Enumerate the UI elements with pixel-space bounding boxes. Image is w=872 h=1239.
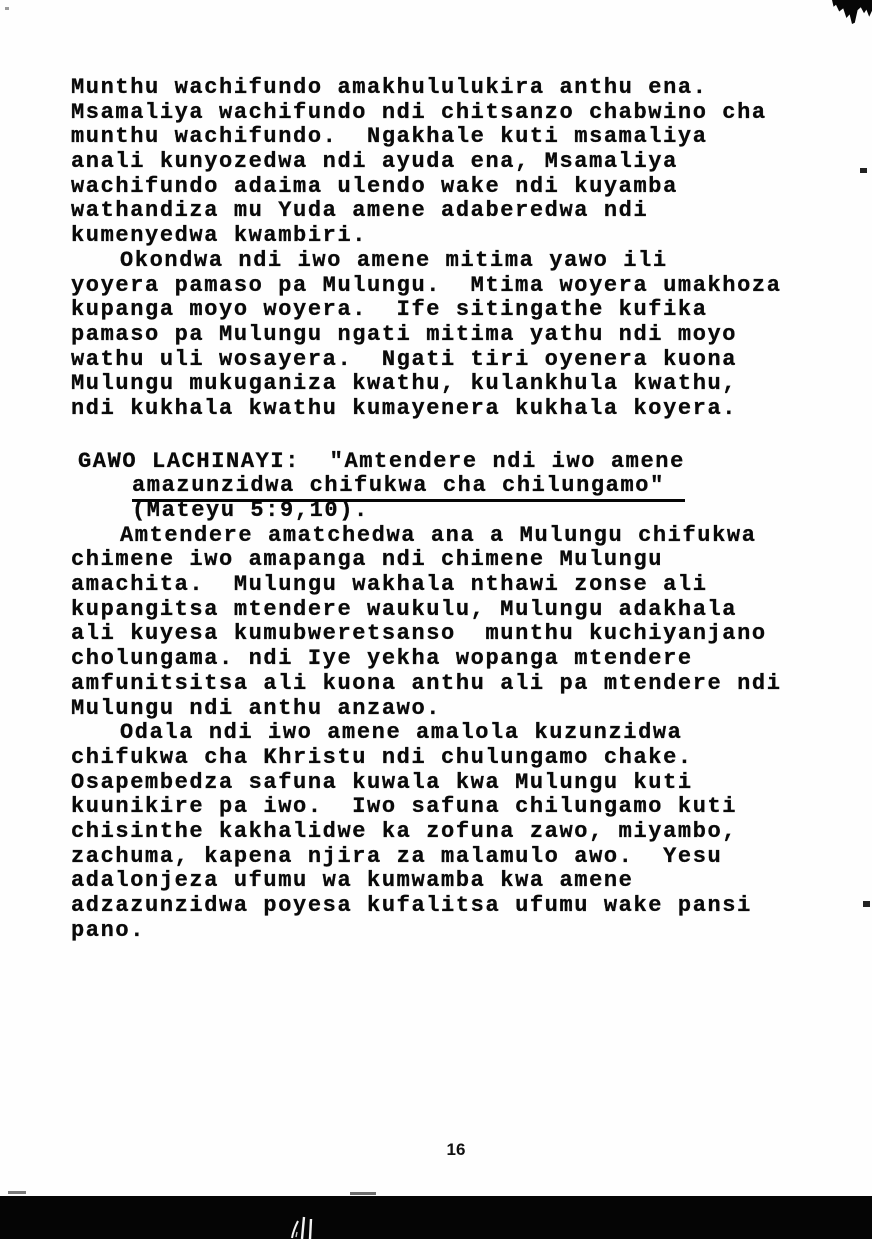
scan-speck xyxy=(350,1192,376,1195)
section-heading-line xyxy=(71,474,841,499)
scan-corner-artifact xyxy=(832,0,872,24)
text-line: amfunitsitsa ali kuona anthu ali pa mtendere ndi xyxy=(71,670,782,696)
scan-white-marks xyxy=(288,1215,322,1239)
text-line: kupangitsa mtendere waukulu, Mulungu adakhala xyxy=(71,596,738,622)
text-line: Okondwa ndi iwo amene mitima yawo ili xyxy=(120,247,668,273)
text-line: chifukwa cha Khristu ndi chulungamo chake. xyxy=(71,744,693,770)
page-number: 16 xyxy=(446,1140,466,1159)
section-heading-line: GAWO LACHINAYI: "Amtendere ndi iwo amene xyxy=(78,448,685,474)
scan-speck xyxy=(5,7,9,10)
text-line: anali kunyozedwa ndi ayuda ena, Msamaliya xyxy=(71,149,678,175)
text-line: adzazunzidwa poyesa kufalitsa ufumu wake pansi xyxy=(71,893,752,918)
text-line: kumenyedwa kwambiri. xyxy=(71,223,368,249)
text-line: yoyera pamaso pa Mulungu. Mtima woyera umakhoza xyxy=(71,272,782,298)
text-line: Mulungu mukuganiza kwathu, kulankhula kwathu, xyxy=(71,371,738,397)
text-line: Mulungu ndi anthu anzawo. xyxy=(71,695,442,721)
text-line: chisinthe kakhalidwe ka zofuna zawo, miyambo, xyxy=(71,818,738,844)
text-line: Amtendere amatchedwa ana a Mulungu chifukwa xyxy=(120,522,757,548)
text-line: chimene iwo amapanga ndi chimene Mulungu xyxy=(71,547,664,573)
text-line: pano. xyxy=(71,917,146,943)
text-line: wathandiza mu Yuda amene adaberedwa ndi xyxy=(71,198,649,224)
scan-bottom-bar xyxy=(0,1196,872,1239)
text-line: kuunikire pa iwo. Iwo safuna chilungamo kuti xyxy=(71,794,738,820)
text-line: adalonjeza ufumu wa kumwamba kwa amene xyxy=(71,868,634,894)
scripture-reference: (Mateyu 5:9,10). xyxy=(132,498,369,523)
text-line: Munthu wachifundo amakhululukira anthu ena. xyxy=(71,75,708,100)
text-line: Odala ndi iwo amene amalola kuzunzidwa xyxy=(120,720,683,746)
document-body xyxy=(71,76,841,943)
text-line: wathu uli wosayera. Ngati tiri oyenera kuona xyxy=(71,346,738,372)
text-line: ndi kukhala kwathu kumayenera kukhala koyera. xyxy=(71,395,738,421)
text-line: Osapembedza safuna kuwala kwa Mulungu kuti xyxy=(71,769,693,795)
scan-speck xyxy=(860,168,867,173)
text-line: Msamaliya wachifundo ndi chitsanzo chabwino cha xyxy=(71,99,767,125)
paragraph-gap xyxy=(71,422,841,450)
text-line: pamaso pa Mulungu ngati mitima yathu ndi moyo xyxy=(71,321,738,347)
scan-speck xyxy=(863,901,870,907)
text-line: kupanga moyo woyera. Ife sitingathe kufika xyxy=(71,297,708,323)
underlined-heading-text: amazunzidwa chifukwa cha chilungamo" xyxy=(132,474,685,502)
text-line: wachifundo adaima ulendo wake ndi kuyamba xyxy=(71,173,678,199)
text-line: cholungama. ndi Iye yekha wopanga mtendere xyxy=(71,646,693,672)
text-line: amachita. Mulungu wakhala nthawi zonse ali xyxy=(71,572,708,598)
text-line: munthu wachifundo. Ngakhale kuti msamaliya xyxy=(71,124,708,150)
text-line: ali kuyesa kumubweretsanso munthu kuchiyanjano xyxy=(71,621,767,647)
scan-speck xyxy=(8,1191,26,1194)
text-line: zachuma, kapena njira za malamulo awo. Yesu xyxy=(71,843,723,869)
